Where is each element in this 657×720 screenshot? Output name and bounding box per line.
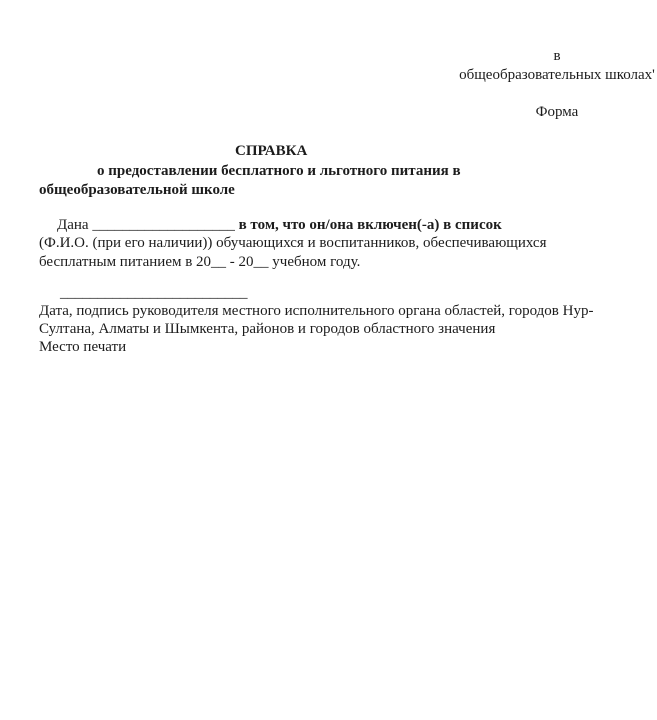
name-blank-field: ___________________ xyxy=(92,217,235,233)
doc-subtitle-line: о предоставлении бесплатного и льготного питания в xyxy=(97,162,461,179)
given-label: Дана xyxy=(57,217,89,233)
stamp-place-label: Место печати xyxy=(39,339,127,355)
body-text-line xyxy=(39,216,653,234)
form-label: Форма xyxy=(535,103,579,120)
header-context-line: общеобразовательных школах' xyxy=(459,66,655,83)
header-context-line: в xyxy=(553,48,561,64)
body-paragraph xyxy=(39,216,653,271)
doc-subtitle-line: общеобразовательной школе xyxy=(39,182,235,198)
doc-title-block xyxy=(39,142,639,201)
signature-blank-line: _________________________ xyxy=(60,285,248,301)
signature-block xyxy=(39,284,653,356)
doc-title: СПРАВКА xyxy=(235,143,308,159)
body-text-line: бесплатным питанием в 20__ - 20__ учебном году. xyxy=(39,253,361,270)
body-text-line: (Ф.И.О. (при его наличии)) обучающихся и воспитанников, обеспечивающихся xyxy=(39,235,547,252)
header-context-block xyxy=(458,47,656,121)
signature-caption-line: Султана, Алматы и Шымкента, районов и городов областного значения xyxy=(39,321,496,337)
bold-clause: в том, что он/она включен(-а) в список xyxy=(238,217,502,233)
signature-caption-line: Дата, подпись руководителя местного исполнительного органа областей, городов Нур- xyxy=(39,303,594,319)
